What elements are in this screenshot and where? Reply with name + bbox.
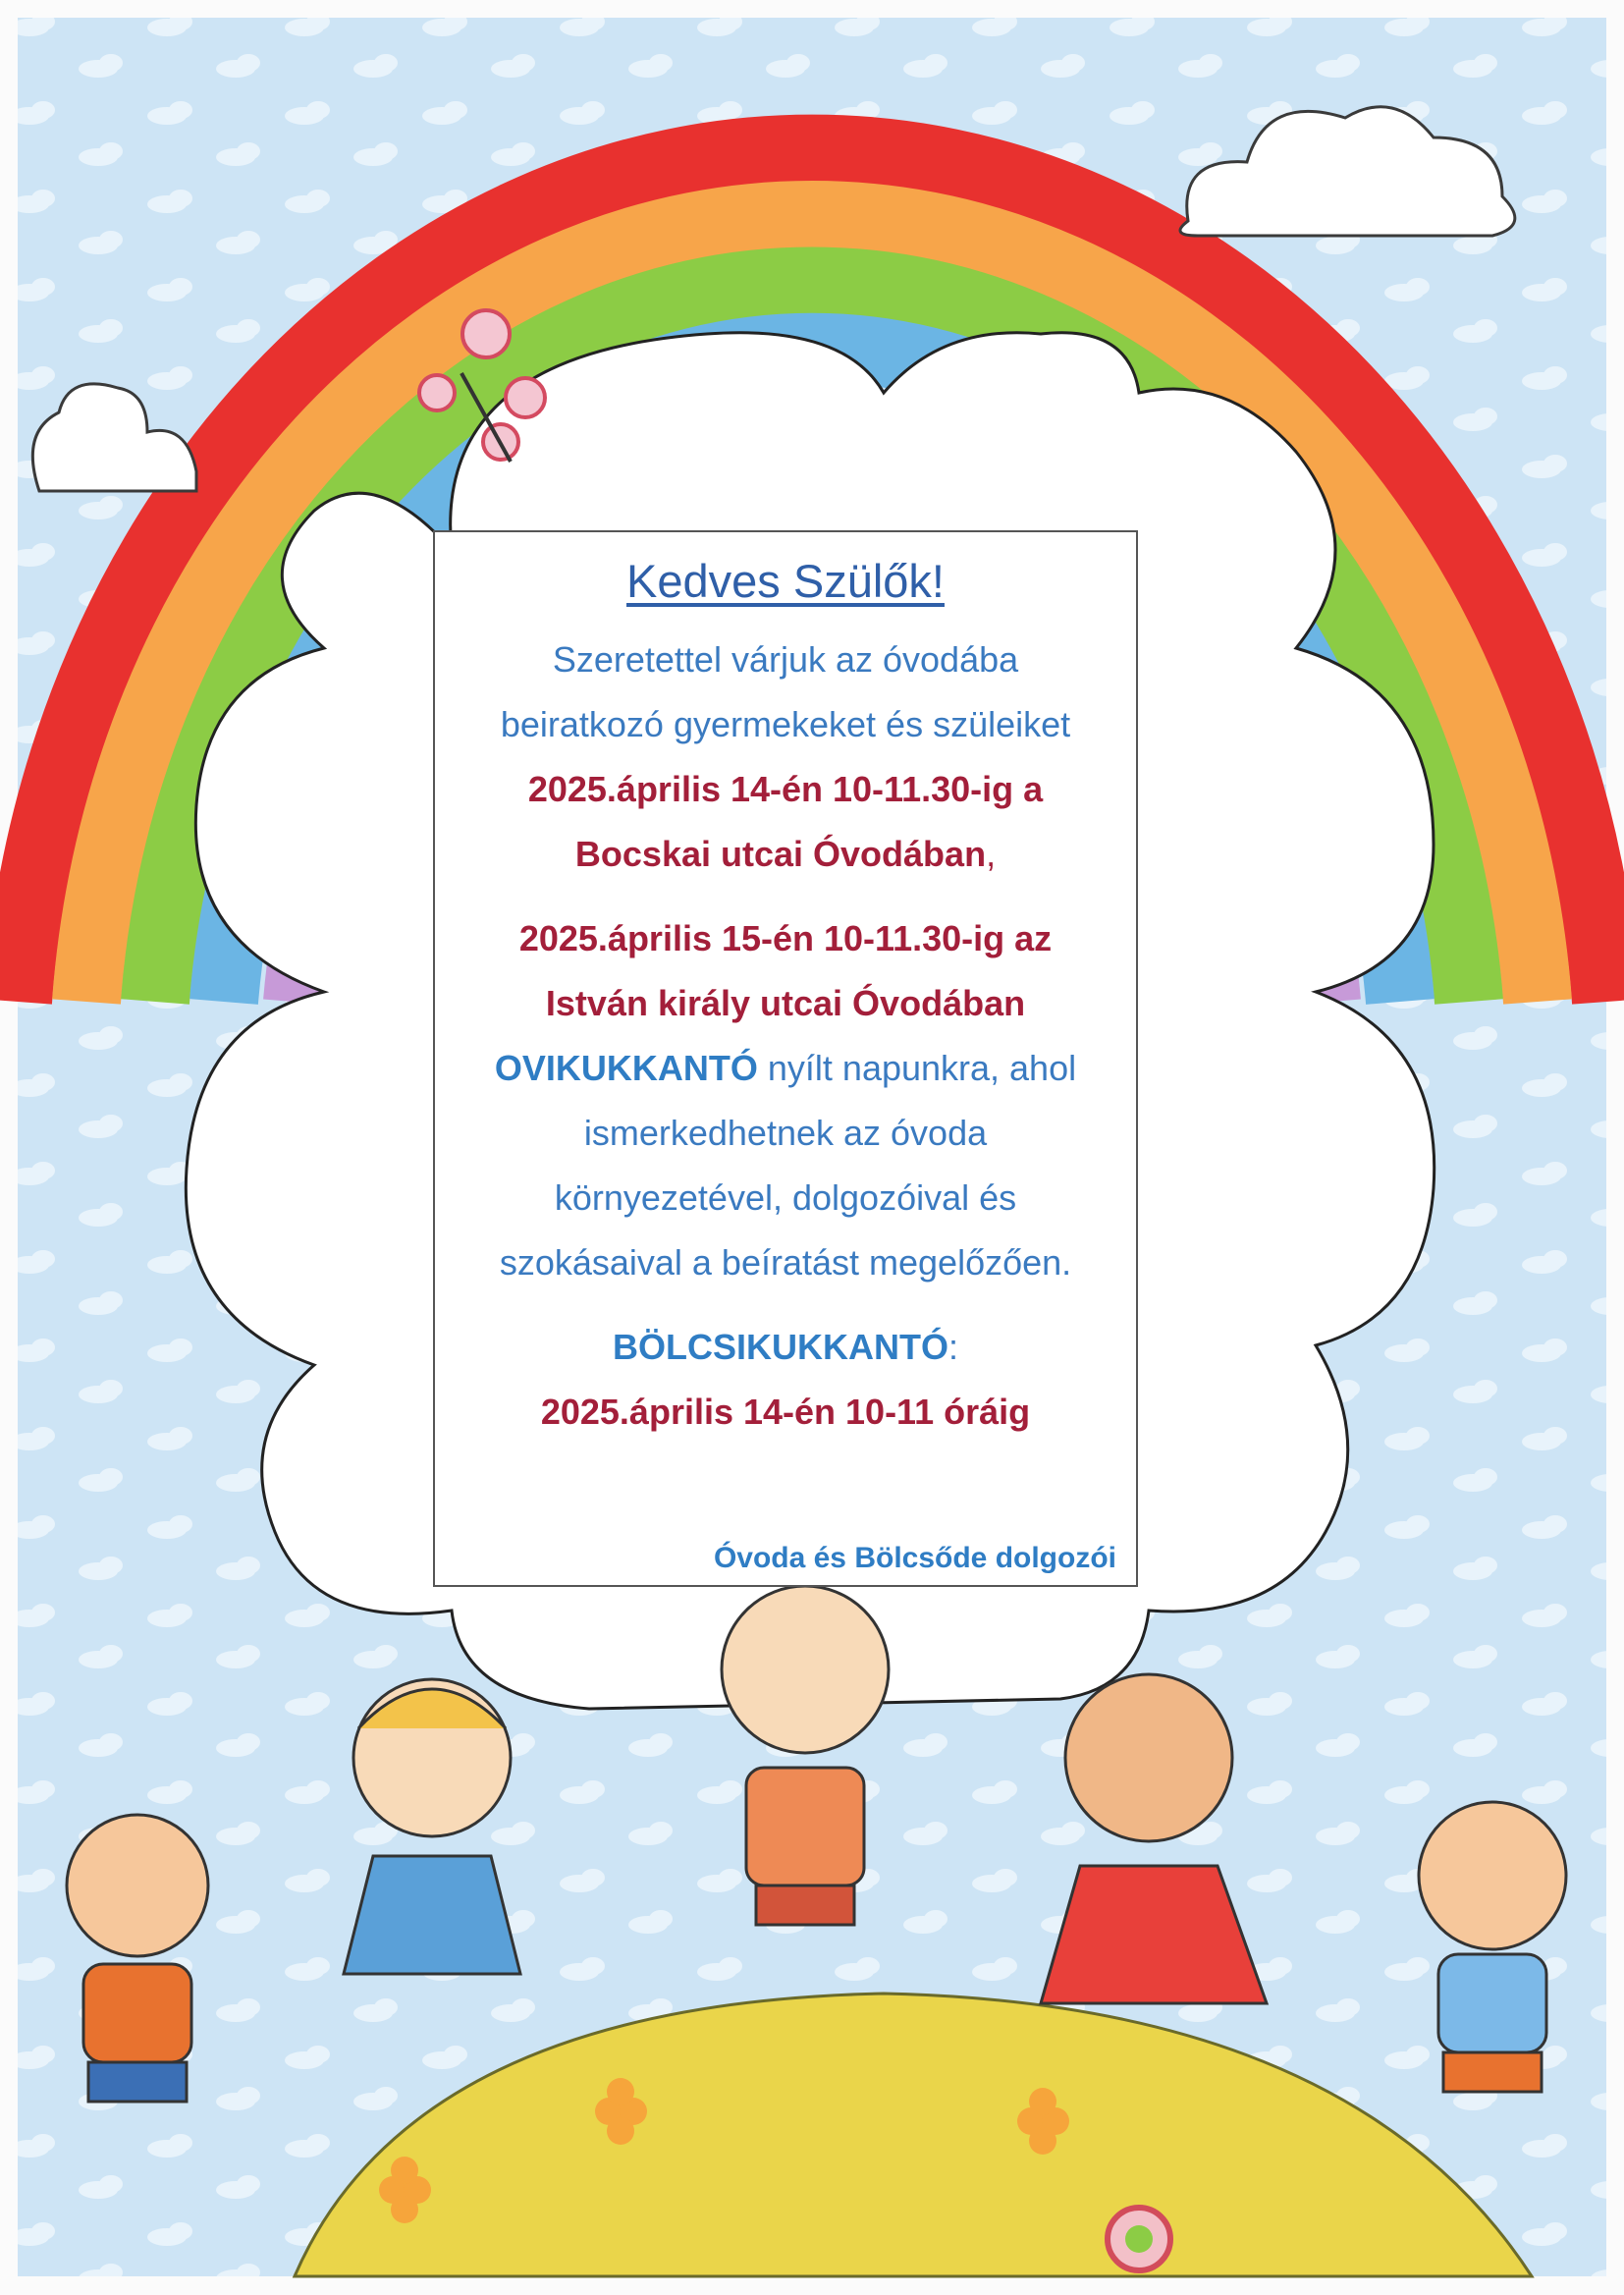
nursery-line (435, 1315, 1136, 1380)
signature: Óvoda és Bölcsőde dolgozói (713, 1542, 1116, 1574)
body-line: környezetével, dolgozóival és (554, 1177, 1017, 1218)
body-line: szokásaival a beíratást megelőzően. (499, 1242, 1072, 1283)
invitation-text-box (433, 530, 1138, 1587)
program-text: nyílt napunkra, ahol (757, 1048, 1077, 1088)
date-line: 2025.április 14-én 10-11.30-ig a (527, 769, 1044, 809)
program-line (435, 1036, 1136, 1101)
nursery-name: BÖLCSIKUKKANTÓ (613, 1327, 948, 1367)
body-line: ismerkedhetnek az óvoda (583, 1113, 988, 1153)
greeting-title: Kedves Szülők! (626, 555, 945, 607)
venue-line: István király utcai Óvodában (545, 983, 1026, 1023)
nursery-date: 2025.április 14-én 10-11 óráig (540, 1392, 1031, 1432)
venue-line (435, 822, 1136, 887)
punctuation: , (986, 834, 997, 874)
lollipop-icon (1108, 2208, 1170, 2270)
venue-name: Bocskai utcai Óvodában (574, 834, 987, 874)
punctuation: : (947, 1327, 958, 1367)
date-line: 2025.április 15-én 10-11.30-ig az (518, 918, 1053, 958)
program-name: OVIKUKKANTÓ (494, 1048, 758, 1088)
intro-line: Szeretettel várjuk az óvodába (552, 639, 1019, 680)
intro-line: beiratkozó gyermekeket és szüleiket (500, 704, 1071, 744)
